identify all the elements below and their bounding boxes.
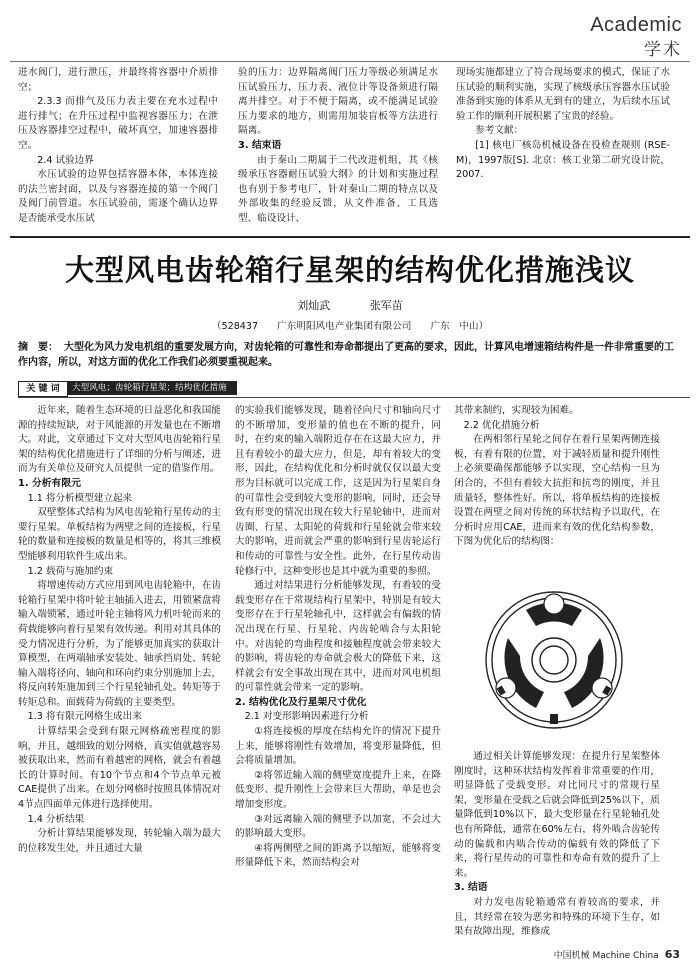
paragraph: 2.3.3 而排气及压力表主要在充水过程中进行排气；在升压过程中监视容器压力；在泄压及容器排空过程中，破坏真空，加速容器排空。 — [18, 96, 218, 151]
author-1: 刘灿武 — [297, 299, 331, 312]
article-title: 大型风电齿轮箱行星架的结构优化措施浅议 — [64, 253, 635, 287]
subsection-heading: 1.1 将分析模型建立起来 — [27, 492, 133, 504]
top-column-3 — [456, 66, 670, 183]
body-column-3 — [454, 404, 660, 550]
author-2: 张军苗 — [369, 299, 403, 312]
section-heading: 2. 结构优化及行星架尺寸优化 — [235, 696, 367, 708]
paragraph: 通过相关计算能够发现：在提升行星架整体刚度时，这种环状结构发挥着非常重要的作用，明显降低了受载变形。对比同尺寸的常规行星架，变形量在受载之后就会降低到25%以下，质量降低到10%以下，最大变形量在行星轮轴孔处也有所降低，通常在60%左右，将外啮合齿轮传动的偏载和内啮合传动的偏载有效的降低了下来，将行星传动的可靠性和寿命有效的提升了上来。 — [454, 751, 660, 879]
affiliation-code: （528437 — [211, 321, 259, 332]
paragraph: 进水阀门，进行泄压，并最终将容器中介质排空； — [18, 67, 218, 93]
body-column-2 — [235, 404, 441, 871]
masthead — [590, 14, 682, 60]
paragraph: 将增速传动方式应用到风电齿轮箱中，在齿轮箱行星架中将叶轮主轴插入进去，用锁紧盘将输入端锁紧，通过叶轮主轴将风力机叶轮而来的荷载能够向着行星架有效传递。利用对其具体的受力情况进行分析，为了能够更加真实的获取计算模型，在两端轴承安装处、轴承挡肩处、转轮输入端将径向、轴向和环向约束分别施加上去，将反向转矩施加到三个行星轮轴孔处。转矩等于转矩总和。面载荷为荷载的主要类型。 — [18, 580, 221, 708]
subsection-heading: 1.3 将有限元网格生成出来 — [27, 711, 142, 723]
paragraph: 计算结果会受到有限元网格疏密程度的影响，并且，越细致的划分网格，真实值就越容易被获取出来，然而有着越密的网格，就会有着越长的计算时间。有10个节点和4个节点单元被CAE提供了出来。在划分网格时按照具体情况对4节点四面单元体进行选择使用。 — [18, 726, 221, 811]
paragraph: ②将邻近输入端的侧壁宽度提升上来，在降低变形、提升刚性上会带来巨大帮助，单是也会增加变形度。 — [235, 769, 441, 811]
planet-carrier-diagram — [454, 580, 654, 740]
section-heading: 3. 结束语 — [238, 139, 282, 151]
masthead-chinese: 学术 — [644, 40, 682, 60]
section-heading: 1. 分析有限元 — [18, 477, 81, 489]
subsection-heading: 2.2 优化措施分析 — [463, 419, 540, 431]
paragraph: 水压试验的边界包括容器本体，本体连接的法兰密封面，以及与容器连接的第一个阀门及阀门前管道。水压试验前，需逐个确认边界是否能承受水压试 — [18, 169, 218, 224]
body-column-3-continued — [454, 750, 660, 940]
subsection-heading: 1.4 分析结果 — [27, 813, 85, 825]
paragraph: 验的压力：边界隔离阀门压力等级必须满足水压试验压力，压力表、液位计等设备须进行隔离并排空。对于不便于隔离，或不能满足试验压力要求的地方，则需用加装盲板等方法进行隔离。 — [238, 67, 438, 137]
journal-name: 中国机械 Machine China — [553, 951, 659, 961]
affiliation-place: 广东 中山） — [430, 321, 489, 332]
top-column-1 — [18, 66, 218, 227]
keywords-label: 关 键 词 — [18, 381, 68, 397]
abstract-text: 大型化为风力发电机组的重要发展方向，对齿轮箱的可靠性和寿命都提出了更高的要求，因此，计算风电增速箱结构件是一件非常重要的工作内容，所以，对这方面的优化工作我们必须要重视起来。 — [18, 342, 674, 368]
paragraph: 近年来，随着生态环境的日益恶化和我国能源的持续短缺，对于风能源的开发量也在不断增大。对此，文章通过下文对大型风电齿轮箱行星架的结构优化措施进行了详细的分析与阐述，进而为有关单位及研究人员提供一定的借鉴作用。 — [18, 405, 221, 475]
masthead-english: Academic — [590, 14, 682, 36]
affiliation-org: 广东明阳风电产业集团有限公司 — [277, 321, 412, 332]
paragraph: ③对远离输入端的侧壁予以加宽，不会过大的影响最大变形。 — [235, 813, 441, 840]
abstract-label: 摘 要： — [18, 342, 58, 353]
keywords-rule — [18, 397, 690, 398]
paragraph: 其带来制约，实现较为困难。 — [454, 405, 579, 416]
paragraph: 2.4 试验边界 — [37, 154, 94, 166]
header-rule — [10, 61, 690, 62]
affiliation — [0, 318, 700, 332]
paragraph: 分析计算结果能够发现，转轮输入端为最大的位移发生处，并且通过大量 — [18, 828, 221, 854]
paragraph: 对力发电齿轮箱通常有着较高的要求，并且，其经常在较为恶劣和特殊的环境下生存，如果有故障出现，维修成 — [454, 896, 660, 938]
paragraph: ①将连接板的厚度在结构允许的情况下提升上来，能够将刚性有效增加，将变形量降低，但会将质量增加。 — [235, 726, 441, 767]
keywords-row — [18, 381, 690, 395]
body-column-1 — [18, 404, 221, 856]
keywords-text: 大型风电；齿轮箱行星架；结构优化措施 — [68, 381, 237, 395]
paragraph: 由于秦山二期属于二代改进机组，其《核级承压容器耐压试验大纲》的计划和实施过程也有别于参考电厂，针对秦山二期的特点以及外部收集的经验反馈，从文件准备、工具选型、临设设计、 — [238, 154, 438, 224]
paragraph: 在两相邻行星轮之间存在着行星架两侧连接板，有着有限的位置，对于减轻质量和提升刚性上必须要确保都能够予以实现，空心结构一旦为闭合的，不但有着较大抗拒和抗弯的刚度，并且质量轻，整体性好。所以，将单板结构的连接板设置在两壁之间对传统的环状结构予以取代，在分析时应用CAE，进而来有效的优化结构参数，下图为优化后的结构图： — [454, 434, 660, 548]
subsection-heading: 1.2 载荷与施加约束 — [27, 565, 114, 577]
abstract — [18, 340, 682, 370]
paragraph: [1] 核电厂核岛机械设备在役检查规则 (RSE-M)，1997版[S]. 北京：核工业第二研究设计院，2007. — [456, 139, 670, 181]
page-number: 63 — [664, 948, 680, 961]
article-divider — [10, 236, 690, 238]
top-column-2 — [238, 66, 438, 227]
paragraph: 双壁整体式结构为风电齿轮箱行星传动的主要行星架。单板结构为两壁之间的连接板，行星轮的数量和连接板的数量是相等的，将其三维模型能够利用软件生成出来。 — [18, 507, 221, 562]
paragraph: 现场实施都建立了符合现场要求的模式，保证了水压试验的顺利实施，实现了核级承压容器水压试验准备到实施的体系从无到有的建立，为后续水压试验工作的顺利开展积累了宝贵的经验。 — [456, 67, 670, 122]
paragraph: 通过对结果进行分析能够发现，有着较的受载变形存在于常规结构行星架中，特别是有较大变形存在于行星轮轴孔中，这样就会有偏载的情况出现在行星、行星轮、内齿轮啮合与太阳轮中。对齿轮的弯曲程度和接触程度就会带来较大的影响，将齿轮的寿命就会极大的降低下来，这样就会有安全事故出现在其中，进而对风电机组的可靠性就会带来一定的影响。 — [235, 580, 441, 694]
author-line — [0, 297, 700, 313]
page-footer — [554, 948, 680, 961]
section-heading: 3. 结语 — [454, 882, 488, 894]
paragraph: 参考文献： — [475, 125, 524, 137]
paragraph: 的实验我们能够发现，随着径向尺寸和轴向尺寸的不断增加，变形量的值也在不断的提升，同时，在约束的输入端附近存在在这最大应力，并且有着较小的最大应力，但是，却有着较大的变形，因此，在结构优化和分析时就仅仅以最大变形为目标就可以完成工作，这是因为行星架自身的可靠性会受到较大变形的影响，同时，还会导致有形变的情况出现在较大行星轮轴中，进而对齿圈、行星、太阳轮的荷载和行星轮就会带来较大的影响，进而就会严重的影响到行星齿轮运行和传动的可靠性与安全性。此外，在行星传动齿轮修行中，这种变形也是其中就为重要的参照。 — [235, 405, 441, 577]
paragraph: ④将两侧壁之间的距离予以缩短，能够将变形量降低下来，然而结构会对 — [235, 842, 441, 869]
subsection-heading: 2.1 对变形影响因素进行分析 — [244, 711, 369, 723]
